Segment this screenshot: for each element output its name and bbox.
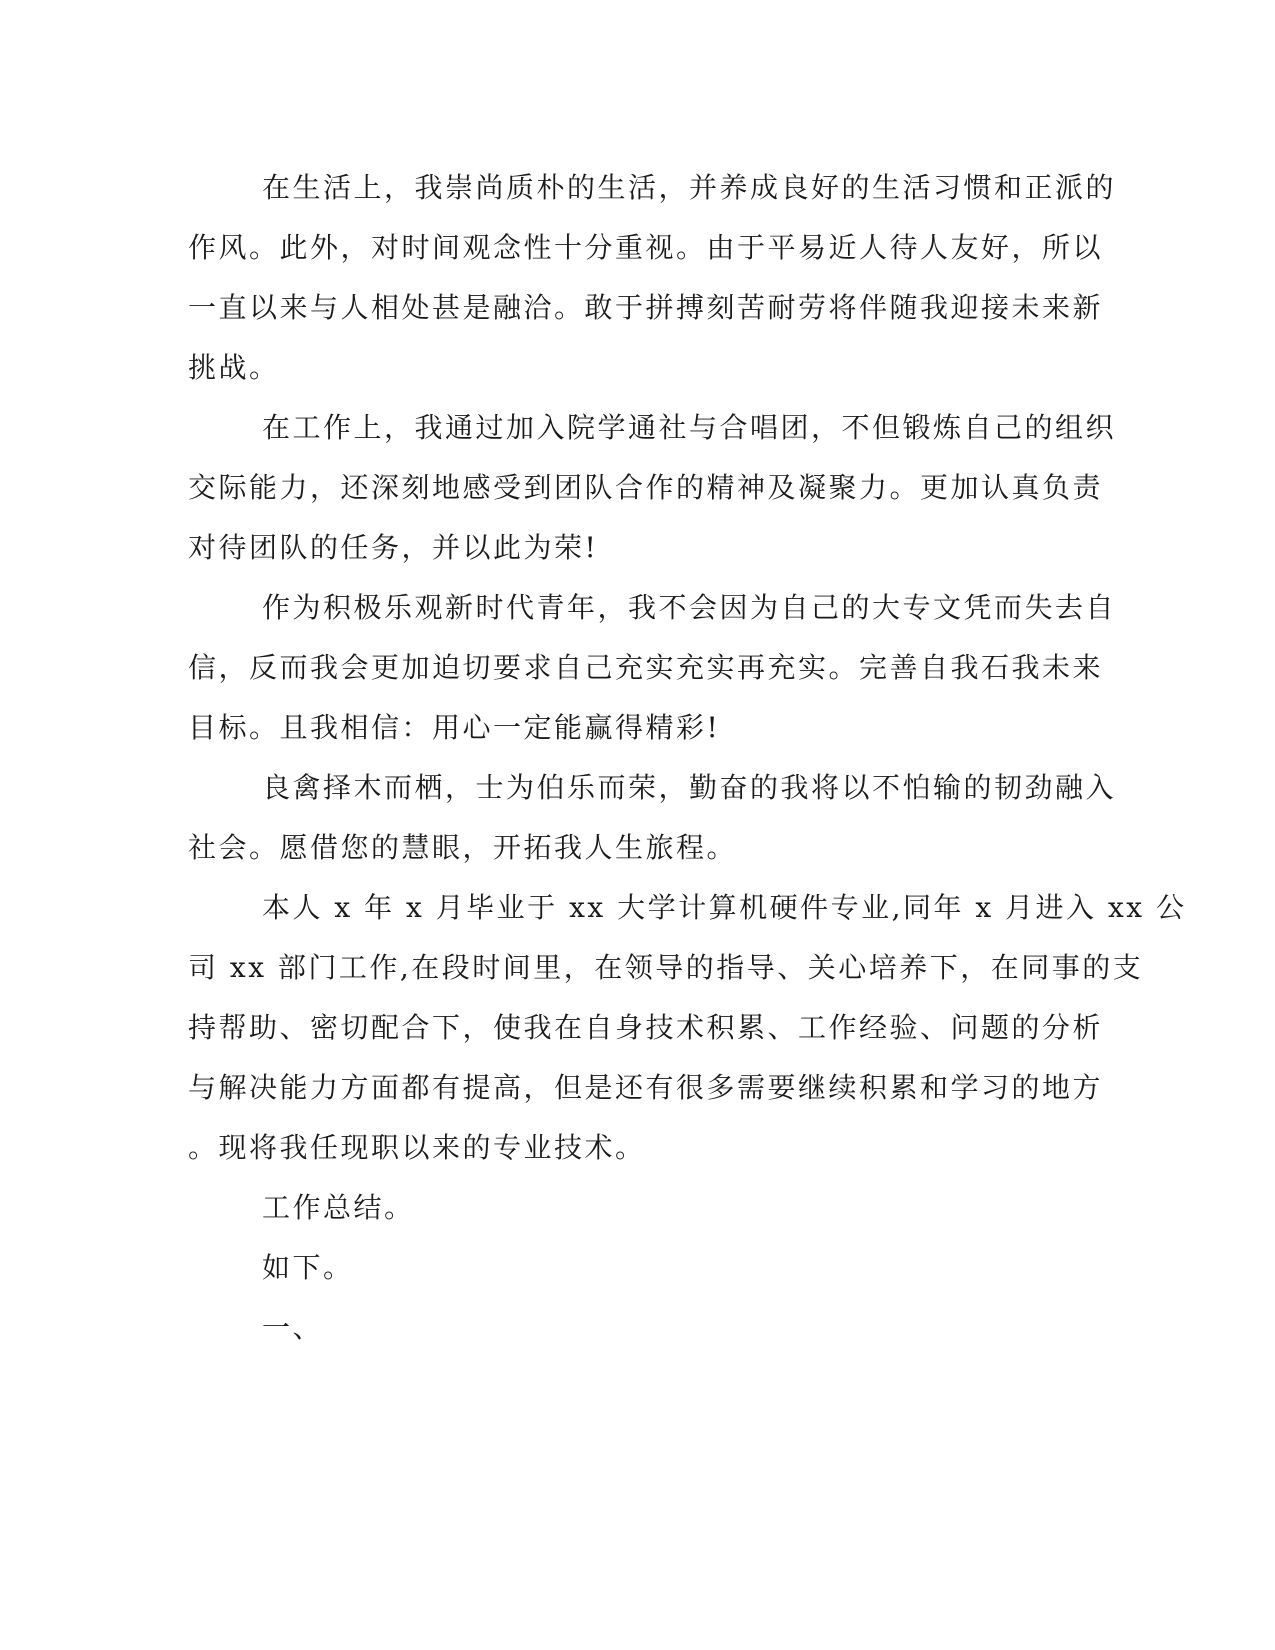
text-line: 一直以来与人相处甚是融洽。敢于拼搏刻苦耐劳将伴随我迎接未来新 xyxy=(188,291,1104,324)
text-line: 作风。此外，对时间观念性十分重视。由于平易近人待人友好，所以 xyxy=(188,231,1104,264)
paragraph xyxy=(188,398,1117,578)
text-line: 在工作上，我通过加入院学通社与合唱团，不但锻炼自己的组织 xyxy=(262,411,1117,444)
text-line: 本人 x 年 x 月毕业于 xx 大学计算机硬件专业,同年 x 月进入 xx 公 xyxy=(262,891,1187,924)
document-page xyxy=(188,158,1187,1358)
text-line: 与解决能力方面都有提高，但是还有很多需要继续积累和学习的地方 xyxy=(188,1071,1104,1104)
text-line: 在生活上，我崇尚质朴的生活，并养成良好的生活习惯和正派的 xyxy=(262,171,1117,204)
text-line: 持帮助、密切配合下，使我在自身技术积累、工作经验、问题的分析 xyxy=(188,1011,1104,1044)
text-line: 一、 xyxy=(262,1311,324,1344)
text-line: 工作总结。 xyxy=(262,1191,415,1224)
text-line: 目标。且我相信：用心一定能赢得精彩! xyxy=(188,711,721,744)
paragraph xyxy=(188,578,1117,758)
text-line: 对待团队的任务，并以此为荣! xyxy=(188,531,599,564)
paragraph xyxy=(188,878,1187,1178)
paragraph xyxy=(188,1178,1083,1238)
text-line: 作为积极乐观新时代青年，我不会因为自己的大专文凭而失去自 xyxy=(262,591,1117,624)
text-line: 司 xx 部门工作,在段时间里，在领导的指导、关心培养下，在同事的支 xyxy=(188,951,1144,984)
text-line: 社会。愿借您的慧眼，开拓我人生旅程。 xyxy=(188,831,738,864)
text-line: 交际能力，还深刻地感受到团队合作的精神及凝聚力。更加认真负责 xyxy=(188,471,1104,504)
text-line: 。现将我任现职以来的专业技术。 xyxy=(188,1131,646,1164)
paragraph xyxy=(188,1298,1083,1358)
text-line: 如下。 xyxy=(262,1251,354,1284)
paragraph xyxy=(188,758,1117,878)
text-line: 信，反而我会更加迫切要求自己充实充实再充实。完善自我石我未来 xyxy=(188,651,1104,684)
paragraph xyxy=(188,158,1117,398)
text-line: 挑战。 xyxy=(188,351,280,384)
text-line: 良禽择木而栖，士为伯乐而荣，勤奋的我将以不怕输的韧劲融入 xyxy=(262,771,1117,804)
paragraph xyxy=(188,1238,1083,1298)
